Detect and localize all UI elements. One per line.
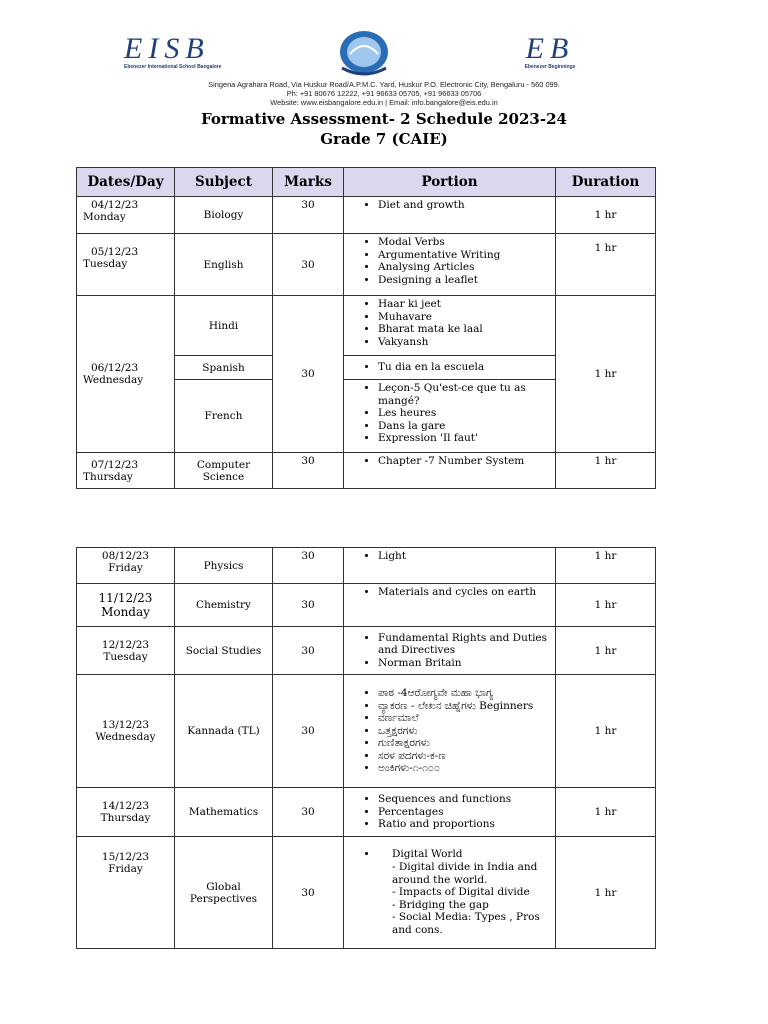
portion-subitem: - Social Media: Types , Pros and cons. xyxy=(392,911,549,936)
portion-item: • Modal Verbs xyxy=(378,236,549,249)
portion-item: • Norman Britain xyxy=(378,657,549,670)
duration-cell: 1 hr xyxy=(556,788,656,837)
table-row xyxy=(77,788,656,837)
day: Friday xyxy=(108,562,143,574)
marks-cell: 30 xyxy=(273,788,344,837)
marks-cell: 30 xyxy=(273,675,344,788)
date: 11/12/23 xyxy=(98,591,153,605)
date: 15/12/23 xyxy=(101,851,150,863)
date: 13/12/23 xyxy=(101,719,150,731)
duration-cell: 1 hr xyxy=(556,453,656,489)
subject-cell: Global Perspectives xyxy=(175,837,273,949)
portion-item: • ಗುಣಿತಾಕ್ಷರಗಳು xyxy=(378,737,549,750)
day: Monday xyxy=(101,605,150,619)
subject-cell: Kannada (TL) xyxy=(175,675,273,788)
portion-item: • ವರ್ಣಮಾಲೆ xyxy=(378,712,549,725)
eb-logo-text: EB xyxy=(525,32,575,65)
portion-cell xyxy=(344,356,556,380)
portion-item: • Haar ki jeet xyxy=(378,298,549,311)
portion-cell xyxy=(344,548,556,584)
date: 06/12/23 xyxy=(91,362,139,374)
portion-item: • Tu dia en la escuela xyxy=(378,361,549,374)
portion-item: • Chapter -7 Number System xyxy=(378,455,549,468)
date: 04/12/23 xyxy=(91,199,139,211)
portion-item: • Dans la gare xyxy=(378,420,549,433)
day: Tuesday xyxy=(103,650,148,663)
date-cell xyxy=(77,234,175,296)
duration-cell: 1 hr xyxy=(556,296,656,453)
portion-cell xyxy=(344,197,556,234)
marks-cell: 30 xyxy=(273,837,344,949)
portion-item: • Light xyxy=(378,550,549,563)
eb-logo xyxy=(510,34,590,70)
eisb-logo-subtext: Ebenezer International School Bangalore xyxy=(124,64,222,70)
day: Thursday xyxy=(83,470,133,483)
day: Monday xyxy=(83,211,126,223)
table-row xyxy=(77,197,656,234)
school-seal-icon xyxy=(334,28,394,78)
address-line: Singena Agrahara Road, Via Huskur Road/A.P.M.C. Yard, Huskur P.O. Electronic City, Bengaluru - 560 099. xyxy=(208,80,560,89)
table-row xyxy=(77,675,656,788)
date: 12/12/23 xyxy=(101,638,150,651)
date-cell xyxy=(77,548,175,584)
portion-cell xyxy=(344,453,556,489)
subject-cell: French xyxy=(175,380,273,453)
day: Friday xyxy=(108,863,143,875)
portion-cell xyxy=(344,584,556,627)
portion-item: • Bharat mata ke laal xyxy=(378,323,549,336)
date-cell xyxy=(77,627,175,675)
portion-item: • Ratio and proportions xyxy=(378,818,549,831)
portion-item: • Diet and growth xyxy=(378,199,549,212)
portion-subitem: - Impacts of Digital divide xyxy=(392,886,549,899)
portion-item: • Materials and cycles on earth xyxy=(378,586,549,599)
table-row xyxy=(77,453,656,489)
column-header: Duration xyxy=(556,168,656,197)
table-row xyxy=(77,548,656,584)
column-header: Subject xyxy=(175,168,273,197)
portion-item: • Designing a leaflet xyxy=(378,274,549,287)
date-cell xyxy=(77,197,175,234)
portion-cell xyxy=(344,788,556,837)
portion-item: • Les heures xyxy=(378,407,549,420)
portion-subitem: - Bridging the gap xyxy=(392,899,549,912)
subject-cell: English xyxy=(175,234,273,296)
duration-cell: 1 hr xyxy=(556,584,656,627)
portion-heading: Digital World xyxy=(392,848,463,861)
table-row xyxy=(77,584,656,627)
marks-cell: 30 xyxy=(273,197,344,234)
portion-item: • Fundamental Rights and Duties and Directives xyxy=(378,632,549,657)
date: 14/12/23 xyxy=(101,800,150,812)
day: Thursday xyxy=(100,812,151,824)
date-cell xyxy=(77,788,175,837)
subject-cell: Hindi xyxy=(175,296,273,356)
schedule-table-2 xyxy=(76,547,656,949)
portion-item: • Vakyansh xyxy=(378,336,549,349)
table-row xyxy=(77,296,656,356)
subject-cell: Chemistry xyxy=(175,584,273,627)
portion-item: • Expression 'Il faut' xyxy=(378,432,549,445)
duration-cell: 1 hr xyxy=(556,548,656,584)
page-subtitle: Grade 7 (CAIE) xyxy=(320,130,448,148)
eb-logo-subtext: Ebenezer Beginnings xyxy=(524,64,576,70)
subject-cell: Biology xyxy=(175,197,273,234)
portion-item: • ಅಂಕಿಗಳು-೧-೧೦೦ xyxy=(378,762,549,775)
letterhead xyxy=(0,0,768,110)
date-cell xyxy=(77,296,175,453)
column-header: Portion xyxy=(344,168,556,197)
portion-cell xyxy=(344,627,556,675)
duration-cell: 1 hr xyxy=(556,627,656,675)
marks-cell: 30 xyxy=(273,234,344,296)
portion-item: • ಪಾಠ -4ಆರೋಗ್ಯವೇ ಮಹಾ ಭಾಗ್ಯ xyxy=(378,687,549,700)
portion-item: • ಒತ್ತಕ್ಷರಗಳು xyxy=(378,725,549,738)
date-cell xyxy=(77,453,175,489)
marks-cell: 30 xyxy=(273,627,344,675)
portion-item xyxy=(378,848,549,936)
web-email-line: Website: www.eisbangalore.edu.in | Email: info.bangalore@eis.edu.in xyxy=(270,98,498,107)
table-row xyxy=(77,234,656,296)
eisb-logo-text: EISB xyxy=(124,32,210,65)
duration-cell: 1 hr xyxy=(556,675,656,788)
date: 08/12/23 xyxy=(101,550,150,562)
school-address xyxy=(0,80,768,107)
portion-cell xyxy=(344,296,556,356)
day: Wednesday xyxy=(83,374,144,386)
column-header: Dates/Day xyxy=(77,168,175,197)
phone-line: Ph: +91 80676 12222, +91 96633 05705, +91 96633 05706 xyxy=(286,89,482,98)
date-cell xyxy=(77,584,175,627)
duration-cell: 1 hr xyxy=(556,197,656,234)
portion-subitem: - Digital divide in India and around the world. xyxy=(392,861,549,886)
portion-item: • ಸರಳ ಪದಗಳು-ಕ-ಣ xyxy=(378,750,549,763)
eisb-logo xyxy=(124,34,254,70)
marks-cell: 30 xyxy=(273,296,344,453)
portion-item: • Percentages xyxy=(378,806,549,819)
portion-cell xyxy=(344,380,556,453)
table-header-row xyxy=(77,168,656,197)
portion-item: • Sequences and functions xyxy=(378,793,549,806)
portion-item: • Muhavare xyxy=(378,311,549,324)
portion-cell xyxy=(344,837,556,949)
portion-item: • Analysing Articles xyxy=(378,261,549,274)
portion-cell xyxy=(344,234,556,296)
day: Tuesday xyxy=(83,258,128,270)
date: 07/12/23 xyxy=(91,458,139,471)
column-header: Marks xyxy=(273,168,344,197)
marks-cell: 30 xyxy=(273,548,344,584)
table-row xyxy=(77,627,656,675)
portion-item: • Argumentative Writing xyxy=(378,249,549,262)
duration-cell: 1 hr xyxy=(556,837,656,949)
portion-item: • Leçon-5 Qu'est-ce que tu as mangé? xyxy=(378,382,549,407)
schedule-table-1 xyxy=(76,167,656,489)
portion-cell xyxy=(344,675,556,788)
date-cell xyxy=(77,837,175,949)
marks-cell: 30 xyxy=(273,453,344,489)
marks-cell: 30 xyxy=(273,584,344,627)
date-cell xyxy=(77,675,175,788)
subject-cell: Computer Science xyxy=(175,453,273,489)
day: Wednesday xyxy=(95,731,156,743)
page-title: Formative Assessment- 2 Schedule 2023-24 xyxy=(201,110,567,128)
subject-cell: Mathematics xyxy=(175,788,273,837)
subject-cell: Physics xyxy=(175,548,273,584)
subject-cell: Social Studies xyxy=(175,627,273,675)
date: 05/12/23 xyxy=(91,246,139,258)
portion-item: • ವ್ಯಾಕರಣ - ಲೇಖನ ಚಿಹ್ನೆಗಳು Beginners xyxy=(378,700,549,713)
table-row xyxy=(77,837,656,949)
subject-cell: Spanish xyxy=(175,356,273,380)
duration-cell: 1 hr xyxy=(556,234,656,296)
